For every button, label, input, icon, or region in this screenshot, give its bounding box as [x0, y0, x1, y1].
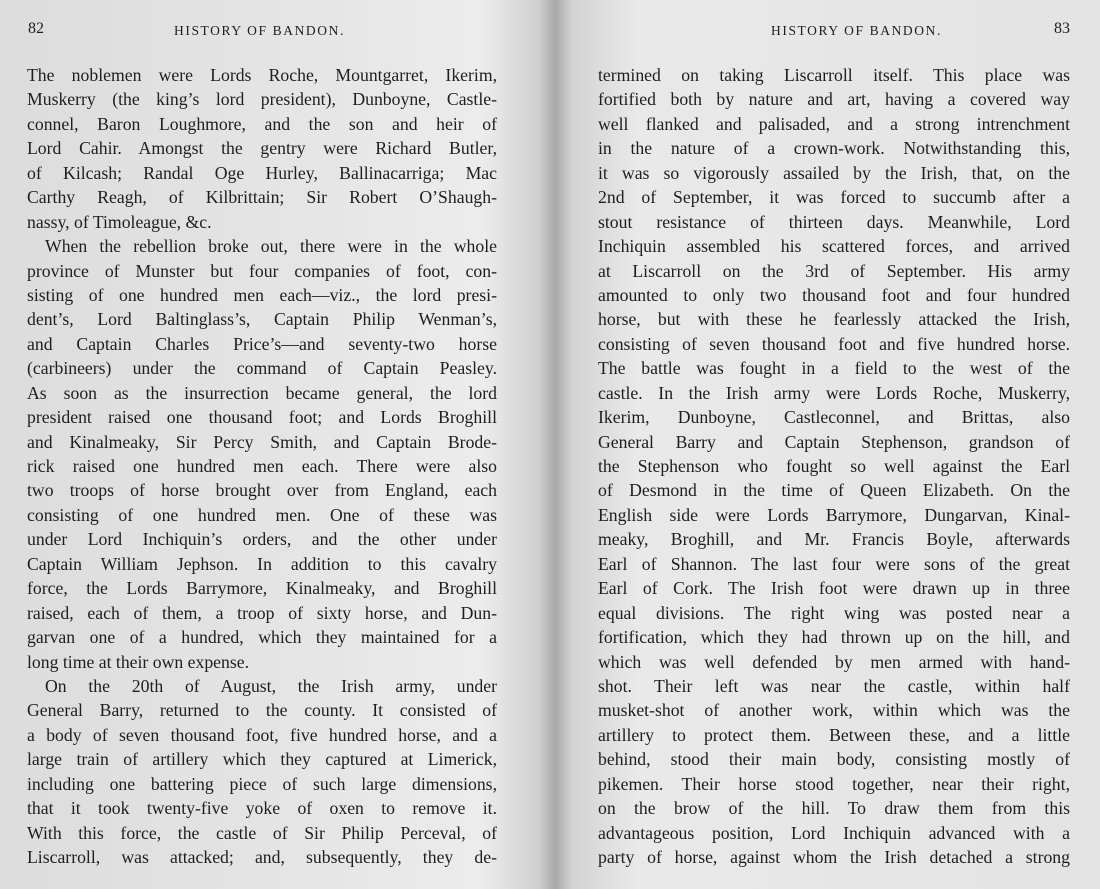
text-line: Carthy Reagh, of Kilbrittain; Sir Robert O’Shaugh- [27, 187, 497, 208]
text-line: amounted to only two thousand foot and four hundred [598, 284, 1070, 305]
text-line: of Desmond in the time of Queen Elizabeth. On the [598, 480, 1070, 501]
text-line: Captain William Jephson. In addition to this cavalry [27, 553, 497, 574]
text-line: pikemen. Their horse stood together, near their right, [598, 773, 1070, 794]
text-line: shot. Their left was near the castle, within half [598, 675, 1070, 696]
text-line: including one battering piece of such large dimensions, [27, 773, 497, 794]
text-line: province of Munster but four companies of foot, con- [27, 260, 497, 281]
text-line: Earl of Shannon. The last four were sons of the great [598, 553, 1070, 574]
text-line: artillery to protect them. Between these, and a little [598, 724, 1070, 745]
text-line: advantageous position, Lord Inchiquin advanced with a [598, 822, 1070, 843]
left-page-header [28, 20, 510, 42]
text-line: sisting of one hundred men each—viz., the lord presi- [27, 284, 497, 305]
right-page [560, 0, 1100, 889]
text-line: garvan one of a hundred, which they maintained for a [27, 627, 497, 648]
text-line: dent’s, Lord Baltinglass’s, Captain Philip Wenman’s, [27, 309, 497, 330]
text-line: consisting of seven thousand foot and five hundred horse. [598, 333, 1070, 354]
text-line: that it took twenty-five yoke of oxen to remove it. [27, 798, 497, 819]
text-line: a body of seven thousand foot, five hundred horse, and a [27, 724, 497, 745]
text-line: General Barry and Captain Stephenson, grandson of [598, 431, 1070, 452]
text-line: Lord Cahir. Amongst the gentry were Richard Butler, [27, 138, 497, 159]
text-line: consisting of one hundred men. One of these was [27, 504, 497, 525]
text-line: force, the Lords Barrymore, Kinalmeaky, and Broghill [27, 578, 497, 599]
text-line: and Kinalmeaky, Sir Percy Smith, and Captain Brode- [27, 431, 497, 452]
text-line: As soon as the insurrection became general, the lord [27, 382, 497, 403]
text-line: party of horse, against whom the Irish detached a strong [598, 847, 1070, 867]
text-line: The noblemen were Lords Roche, Mountgarret, Ikerim, [27, 65, 497, 85]
text-line: connel, Baron Loughmore, and the son and heir of [27, 113, 497, 134]
text-line: With this force, the castle of Sir Philip Perceval, of [27, 822, 497, 843]
text-line: the Stephenson who fought so well against the Earl [598, 456, 1070, 476]
text-line: on the brow of the hill. To draw them from this [598, 798, 1070, 819]
text-line: raised, each of them, a troop of sixty horse, and Dun- [27, 602, 497, 623]
text-line: 2nd of September, it was forced to succumb after a [598, 187, 1070, 208]
text-line: under Lord Inchiquin’s orders, and the other under [27, 529, 497, 550]
text-line: well flanked and palisaded, and a strong intrenchment [598, 113, 1070, 134]
text-line: which was well defended by men armed with hand- [598, 651, 1070, 672]
text-line: When the rebellion broke out, there were in the whole [45, 236, 497, 257]
text-line: and Captain Charles Price’s—and seventy-two horse [27, 333, 497, 354]
text-line: Muskerry (the king’s lord president), Dunboyne, Castle- [27, 89, 497, 110]
text-line: Ikerim, Dunboyne, Castleconnel, and Brittas, also [598, 407, 1070, 428]
text-line: rick raised one hundred men each. There were also [27, 456, 497, 476]
running-head: HISTORY OF BANDON. [771, 23, 942, 38]
text-line: Earl of Cork. The Irish foot were drawn up in three [598, 578, 1070, 599]
text-line: nassy, of Timoleague, &c. [27, 211, 212, 232]
text-line: musket-shot of another work, within which was the [598, 700, 1070, 721]
running-head: HISTORY OF BANDON. [174, 23, 345, 38]
text-line: termined on taking Liscarroll itself. This place was [598, 65, 1070, 85]
text-line: On the 20th of August, the Irish army, under [45, 675, 497, 696]
text-line: English side were Lords Barrymore, Dungarvan, Kinal- [598, 504, 1070, 525]
text-line: behind, stood their main body, consisting mostly of [598, 749, 1070, 770]
text-line: The battle was fought in a field to the west of the [598, 358, 1070, 379]
text-line: in the nature of a crown-work. Notwithstanding this, [598, 138, 1070, 159]
text-line: Inchiquin assembled his scattered forces, and arrived [598, 236, 1070, 257]
page-number: 82 [28, 20, 44, 37]
text-line: meaky, Broghill, and Mr. Francis Boyle, afterwards [598, 529, 1070, 550]
text-line: (carbineers) under the command of Captain Peasley. [27, 358, 497, 379]
text-line: at Liscarroll on the 3rd of September. His army [598, 260, 1070, 281]
left-page [0, 0, 540, 889]
text-line: stout resistance of thirteen days. Meanwhile, Lord [598, 211, 1070, 232]
text-line: it was so vigorously assailed by the Irish, that, on the [598, 162, 1070, 183]
text-line: two troops of horse brought over from England, each [27, 480, 497, 501]
text-line: large train of artillery which they captured at Limerick, [27, 749, 497, 770]
text-line: fortification, which they had thrown up on the hill, and [598, 627, 1070, 648]
text-line: Liscarroll, was attacked; and, subsequently, they de- [27, 847, 497, 867]
text-line: equal divisions. The right wing was posted near a [598, 602, 1070, 623]
right-page-body [598, 63, 1070, 869]
text-line: General Barry, returned to the county. It consisted of [27, 700, 497, 721]
text-line: of Kilcash; Randal Oge Hurley, Ballinacarriga; Mac [27, 162, 497, 183]
right-page-header [588, 20, 1070, 42]
page-number: 83 [1054, 20, 1070, 37]
text-line: fortified both by nature and art, having a covered way [598, 89, 1070, 110]
text-line: castle. In the Irish army were Lords Roche, Muskerry, [598, 382, 1070, 403]
left-page-body [27, 63, 497, 869]
text-line: horse, but with these he fearlessly attacked the Irish, [598, 309, 1070, 330]
text-line: long time at their own expense. [27, 651, 250, 672]
text-line: president raised one thousand foot; and Lords Broghill [27, 407, 497, 428]
